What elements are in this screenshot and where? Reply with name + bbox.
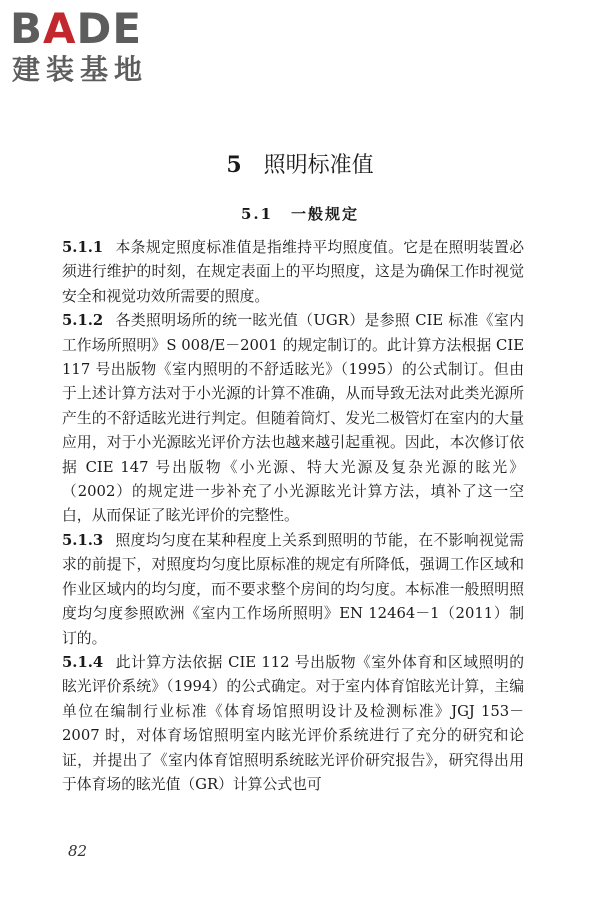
logo-letters-de: DE <box>76 4 143 53</box>
clause-number: 5.1.2 <box>62 312 104 330</box>
clause-text: 此计算方法依据 CIE 112 号出版物《室外体育和区域照明的眩光评价系统》（1994）的公式确定。对于室内体育馆眩光计算，主编单位在编制行业标准《体育场馆照明设计及检测标准》JGJ 153－2007 时，对体育场馆照明室内眩光评价系统进行了充分的研究和论证，并提出了《室内体育馆照明系统眩光评价研究报告》，研究得出用于体育场的眩光值（GR）计算公式也可 <box>62 653 524 793</box>
body-text <box>62 236 524 797</box>
clause-text: 本条规定照度标准值是指维持平均照度值。它是在照明装置必须进行维护的时刻，在规定表面上的平均照度，这是为确保工作时视觉安全和视觉功效所需要的照度。 <box>62 239 524 305</box>
logo-subtitle: 建装基地 <box>12 53 149 86</box>
logo-letter-a: A <box>43 4 77 53</box>
clause-text: 各类照明场所的统一眩光值（UGR）是参照 CIE 标准《室内工作场所照明》S 008/E－2001 的规定制订的。此计算方法根据 CIE 117 号出版物《室内照明的不舒适眩光》（1995）的公式制订。但由于上述计算方法对于小光源的计算不准确，从而导致无法对此类光源所产生的不舒适眩光进行判定。但随着筒灯、发光二极管灯在室内的大量应用，对于小光源眩光评价方法也越来越引起重视。因此，本次修订依据 CIE 147 号出版物《小光源、特大光源及复杂光源的眩光》（2002）的规定进一步补充了小光源眩光计算方法，填补了这一空白，从而保证了眩光评价的完整性。 <box>62 312 524 525</box>
clause-paragraph <box>62 236 524 309</box>
section-title <box>0 203 600 225</box>
logo-letter-b: B <box>10 4 44 53</box>
clause-number: 5.1.4 <box>62 653 104 671</box>
logo-wordmark <box>10 4 142 54</box>
section-title-text: 一般规定 <box>291 205 360 223</box>
section-number: 5.1 <box>240 205 274 223</box>
clause-paragraph <box>62 651 524 797</box>
clause-paragraph <box>62 309 524 529</box>
clause-number: 5.1.1 <box>62 239 104 256</box>
clause-text: 照度均匀度在某种程度上关系到照明的节能，在不影响视觉需求的前提下，对照度均匀度比原标准的规定有所降低，强调工作区域和作业区域内的均匀度，而不要求整个房间的均匀度。本标准一般照明照度均匀度参照欧洲《室内工作场所照明》EN 12464－1（2011）制订的。 <box>62 531 524 647</box>
clause-paragraph <box>62 529 524 651</box>
chapter-number: 5 <box>226 152 242 178</box>
chapter-title <box>0 150 600 181</box>
page-number: 82 <box>68 842 88 860</box>
clause-number: 5.1.3 <box>62 531 104 549</box>
publisher-logo <box>10 4 180 90</box>
chapter-title-text: 照明标准值 <box>263 153 374 178</box>
